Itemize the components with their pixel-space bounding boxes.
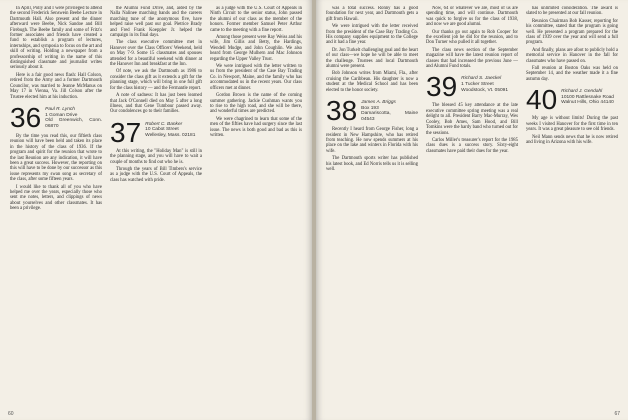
paragraph: Our thanks go out again to Rob Cooper for the excellent job he did for the reunion, and to Don Turner who pulled it all together. — [426, 29, 518, 46]
secretary-city: Old Greenwich, Conn. 06870 — [45, 118, 102, 129]
paragraph: In April, Polly and I were privileged to attend the second Frederick Senswein Beebe Lecture in Dartmouth Hall. Also present and the dinner afterward were Beebe, Nick Sandoe and Bill Firebugh. The Beebe family and some of Fritz's former associates and friends have created a fund to establish a program of lectures, internships, and symposia to focus on the art and skill of writing. Holding a newspaper from a professorship of writing in the name of this distinguished classmate and journalist writes seriously about it. — [10, 6, 102, 71]
secretary-address — [361, 98, 418, 122]
page-number: 60 — [8, 411, 14, 417]
class-entry-39 — [426, 71, 518, 103]
secretary-name: Richard S. Jaeckel — [461, 76, 502, 82]
paragraph: Dr. Jon Turkelt challenging goal and the heart of our class—we hope he will be able to meet the challenge. Trustees and local Dartmouth alumni were present. — [326, 47, 418, 70]
left-page — [0, 0, 312, 420]
class-year-number: 36 — [10, 101, 42, 133]
class-year-number: 37 — [110, 116, 142, 148]
paragraph: as a judge with the U.S. Court of Appeals in Ninth Circuit to the senior status, John passed the alumni of our class as the member of the honors. Former member Samuel Peter Arthur came to the meeting with a fine report. — [210, 6, 302, 33]
paragraph: Carlos Miller's treasurer's report for the 1985 class dues is a success story. Sixty-eight classmates have paid their dues for the year. — [426, 137, 518, 154]
secretary-street: 10 Cabot Street — [145, 127, 179, 133]
paragraph: We were intrigued with the letter received from the president of the Case Bay Trading Co. His company supplies equipment to the College and it had a fine year. — [326, 24, 418, 46]
paragraph: By the time you read this, our fiftieth class reunion will have been held and taken its place in the history of the class of 1936. If the program and spirit for the reunion that wrote to the last Reunion are any indication, it will have been a great success. However, the reporting on this will have to be done by our successor as this issue represents my swan song as secretary of the class, after some fifteen years. — [10, 133, 102, 183]
paragraph: I would like to thank all of you who have helped me over the years, especially those who sent me notes, letters, and clippings of news about yourselves and other classmates. It has been a privilege. — [10, 184, 102, 212]
secretary-name: Richard J. Gendahl — [561, 89, 603, 95]
paragraph: was a total success. Ronny has a good foundation for next year, and Dartmouth gets a gift from Hawaii. — [326, 6, 418, 22]
paragraph: Now, 64 or whatever we are, most of us are spending time, and will continue. Dartmouth was quick to forgive us for the class of 1938, and now we are good alumni. — [426, 6, 518, 28]
left-column-1 — [10, 6, 102, 410]
paragraph: We were chagrined to learn that some of the men of the fifties have had surgery since the last issue. The news is both good and bad as this is written. — [210, 116, 302, 138]
left-column-3 — [210, 6, 302, 410]
paragraph: And finally, plans are afoot to publicly hold a memorial service in Hanover in the fall for classmates who have passed on. — [526, 47, 618, 64]
class-year-number: 40 — [526, 84, 558, 116]
secretary-city: Woodstock, Vt. 05091 — [461, 87, 508, 93]
class-year-number: 39 — [426, 71, 458, 103]
right-column-2 — [426, 6, 518, 410]
paragraph: The class executive committee met in Hanover over the Class Officers' Weekend, held on May 7-9. Some 15 classmates and spouses attended for a beautiful weekend with dinner at the Hanover Inn and breakfast at the Inn. — [110, 40, 202, 68]
paragraph: The blessed 45 key attendance at the late executive committee spring meeting was a real delight to all. President Barry Mac-Murray, Wes Cooley, Bob Ames, Sam Hood, and Bill Tomkins were the hardy band who turned out for the sessions. — [426, 103, 518, 136]
paragraph: Among those present were Ray Weiss and his wife, Jim Gillis and Betty, the Hardings, Wendell Mudge, and John Coughlin. We also heard from George Mulhern and Mac Johnson regarding the Upper Valley Trust. — [210, 35, 302, 62]
paragraph: Fall reunion at Boston Oaks was held on September 14, and the weather made it a fine autumn day. — [526, 66, 618, 82]
class-year-number: 38 — [326, 95, 358, 127]
left-column-2 — [110, 6, 202, 410]
paragraph: My age is without limits! During the past weeks I visited Hanover for the first time in ten years. It was a great pleasure to see old friends. — [526, 116, 618, 133]
paragraph: The class news section of the September magazine will have the latest reunion report of classes that had increased the previous June — and Alumni Fund totals. — [426, 47, 518, 70]
paragraph: We were intrigued with the letter written to us from the president of the Case Bay Trading Co. in Newport, Maine, and the family who has accommodated us in the recent years. Our class officers met at dinner. — [210, 64, 302, 91]
class-entry-38 — [326, 95, 418, 127]
class-entry-37 — [110, 116, 202, 148]
paragraph: At this writing, the "Holiday Man" is still in the planning stage, and you will have to wait a couple of months to find out who he is. — [110, 148, 202, 165]
class-entry-36 — [10, 101, 102, 133]
right-column-1 — [326, 6, 418, 410]
secretary-street: 1 Tucker Street — [461, 82, 494, 88]
secretary-city: Damariscotta, Maine 04543 — [361, 111, 418, 122]
secretary-street: Box 193 — [361, 105, 379, 111]
paragraph: Here is a fair good news flash: Hall Colson, retired from the Army and a former Dartmouth Councilor, was married to Jeanne McManus on May 17 in Vienna, Va. Jill Colson after the Trustee elected him at his induction. — [10, 72, 102, 100]
paragraph: A note of sadness: It has just been learned that Jack O'Connell died on May 5 after a long illness, and that Gene Tumbour passed away. Our condolences go to their families. — [110, 93, 202, 115]
class-entry-40 — [526, 84, 618, 116]
paragraph: Neil Mann sends news that he is now retired and living in Arizona with his wife. — [526, 134, 618, 145]
paragraph: Reunion Chairman Bob Kasser, reporting for his committee, stated that the program is going well. He presented a program prepared for the class of 1939 over the year and will send a full program. — [526, 18, 618, 46]
paragraph: Bob Johnson writes from Miami, Fla., after cruising the Caribbean. His daughter is now a student at the Medical School and has been elected to the honor society. — [326, 71, 418, 93]
secretary-address — [145, 120, 195, 139]
paragraph: Gordon Brown is the name of the coming summer gathering. Jackie Cushman wants you to rise to the high road, and she will be there, and wonderful times are predicted. — [210, 93, 302, 115]
right-page — [316, 0, 628, 420]
secretary-name: James A. Briggs — [361, 100, 396, 106]
secretary-address — [561, 87, 614, 106]
secretary-street: 1 Goman Drive — [45, 112, 78, 118]
right-column-3 — [526, 6, 618, 410]
paragraph: Recently I heard from George Fisher, long a resident in New Hampshire, who has retired from teaching. He now spends summers at his place on the lake and winters in Florida with his wife. — [326, 127, 418, 154]
secretary-city: Walnut Hills, Ohio 44140 — [561, 100, 614, 106]
page-number: 67 — [614, 411, 620, 417]
secretary-address — [461, 74, 508, 93]
secretary-street: 10100 Rattlesnake Road — [561, 94, 614, 100]
paragraph: Of note, we ask the Dartmouth as 1986 to consider the class gift as it extends a gift for the planning stage, which will bring in one full gift for the class history — and the Fermantle report. — [110, 69, 202, 91]
secretary-city: Wellesley, Mass. 02181 — [145, 132, 196, 138]
paragraph: the Alumni Fund Drive, and, aided by the Nalla Nalinee marching bands and the careers marching tune of the anonymous five, have helped raise well past our goal. Pietrice Brady and Fred Frank Koeppler Jr. helped the campaign in its final days. — [110, 6, 202, 39]
secretary-name: Paul R. Lynch — [45, 106, 75, 112]
secretary-address — [45, 105, 102, 129]
secretary-name: Robert C. Banker — [145, 121, 183, 127]
paragraph: Through the years of Bill Timbers's service as a judge with the U.S. Court of Appeals, the class has watched with pride. — [110, 166, 202, 183]
paragraph: The Dartmouth sports writer has published his latest book, and Ed Norris tells us it is selling well. — [326, 156, 418, 172]
paragraph: has unlimited consideration. The award is slated to be presented at our fall reunion. — [526, 6, 618, 17]
